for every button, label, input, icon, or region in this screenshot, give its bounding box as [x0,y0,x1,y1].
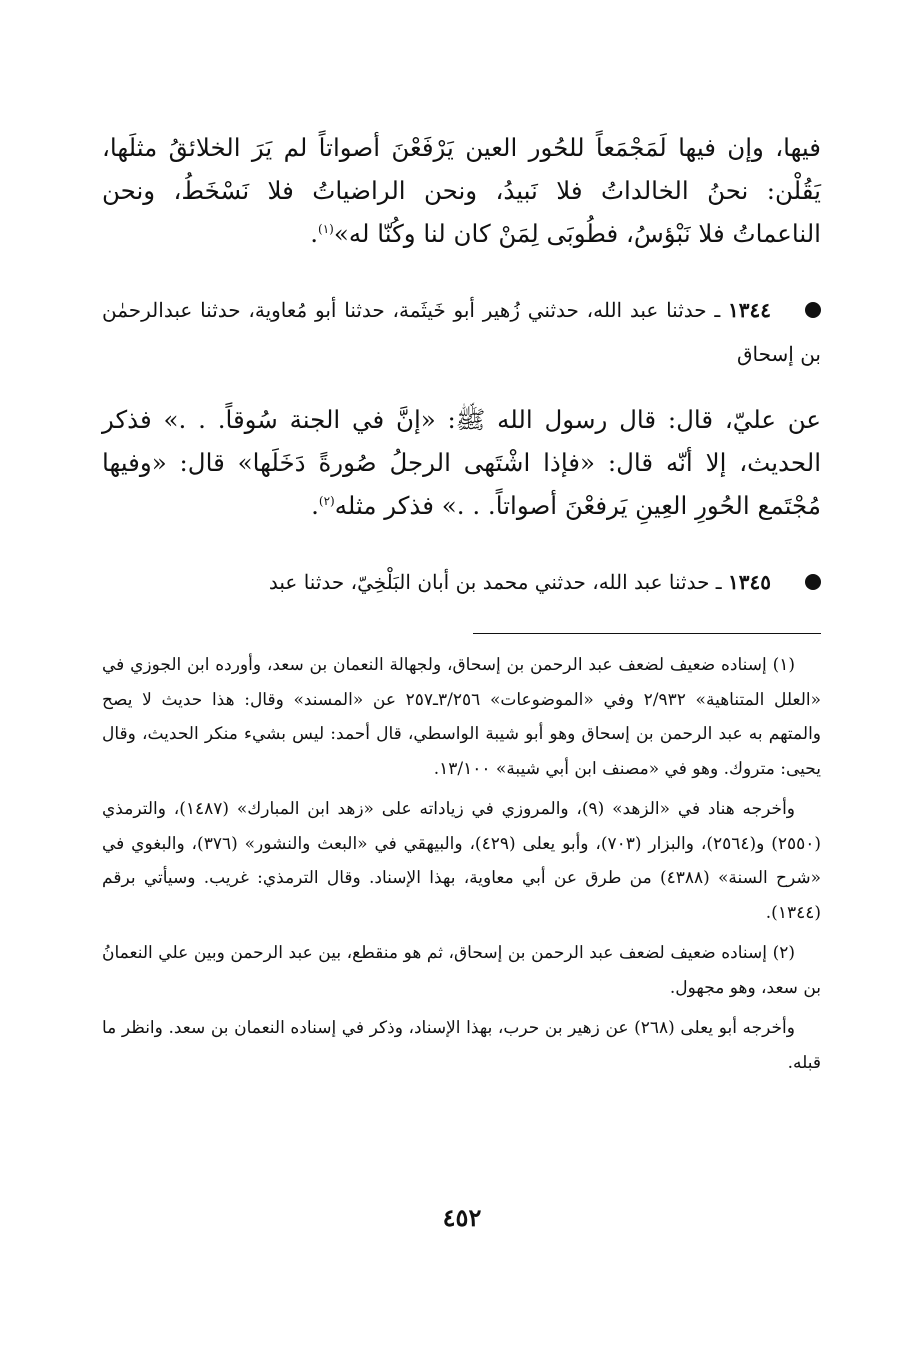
hadith-1344-matn-paragraph: عن عليّ، قال: قال رسول الله ﷺ: «إنَّ في الجنة سُوقاً. . .» فذكر الحديث، إلا أنّه قال: «فإذا اشْتَهى الرجلُ صُورةً دَخَلَها» قال: «وفيها مُجْتَمع الحُورِ العِينِ يَرفعْنَ أصواتاً. . .» فذكر مثله$^{(٢)}$. [102,405,821,520]
bullet-icon [805,302,821,318]
hadith-number-1345: ١٣٤٥ [728,570,771,594]
hadith-1344-matn: عن عليّ، قال: قال رسول الله ﷺ: «إنَّ في الجنة سُوقاً. . .» فذكر الحديث، إلا أنّه قال: «فإذا اشْتَهى الرجلُ صُورةً دَخَلَها» قال: «وفيها مُجْتَمع الحُورِ العِينِ يَرفعْنَ أصواتاً. . .» فذكر مثله [102,405,821,520]
hadith-1345-isnad: ـ حدثنا عبد الله، حدثني محمد بن أبان البَلْخِيّ، حدثنا عبد [268,570,722,594]
footnote-1: (١) إسناده ضعيف لضعف عبد الرحمن بن إسحاق، ولجهالة النعمان بن سعد، وأورده ابن الجوزي في «العلل المتناهية» ٢/٩٣٢ وفي «الموضوعات» ٣/٢٥٦ـ٢٥٧ عن «المسند» وقال: هذا حديث لا يصح والمتهم به عبد الرحمن بن إسحاق وهو أبو شيبة الواسطي، قال أحمد: ليس بشيء منكر الحديث، وقال يحيى: متروك. وهو في «مصنف ابن أبي شيبة» ١٣/١٠٠. [102,655,822,779]
hadith-1344-isnad-paragraph [102,288,821,376]
footnote-separator [473,633,821,634]
bullet-icon [805,574,821,590]
hadith-number-1344: ١٣٤٤ [728,298,771,322]
footnote-2-continuation: وأخرجه أبو يعلى (٢٦٨) عن زهير بن حرب، بهذا الإسناد، وذكر في إسناده النعمان بن سعد. وانظر ما قبله. [102,1018,821,1073]
hadith-continuation-paragraph: فيها، وإن فيها لَمَجْمَعاً للحُور العين يَرْفَعْنَ أصواتاً لم يَرَ الخلائقُ مثلَها، يَقُلْن: نحنُ الخالداتُ فلا نَبيدُ، ونحن الراضياتُ فلا نَسْخَطُ، ونحن الناعماتُ فلا نَبْؤسُ، فطُوبَى لِمَنْ كان لنا وكُنّا له»$^{(١)}$. [102,133,821,248]
footnote-2: (٢) إسناده ضعيف لضعف عبد الرحمن بن إسحاق، ثم هو منقطع، بين عبد الرحمن وبين علي النعمانُ بن سعد، وهو مجهول. [102,943,821,998]
hadith-continuation-text: فيها، وإن فيها لَمَجْمَعاً للحُور العين يَرْفَعْنَ أصواتاً لم يَرَ الخلائقُ مثلَها، يَقُلْن: نحنُ الخالداتُ فلا نَبيدُ، ونحن الراضياتُ فلا نَسْخَطُ، ونحن الناعماتُ فلا نَبْؤسُ، فطُوبَى لِمَنْ كان لنا وكُنّا له» [102,133,821,248]
hadith-1345-isnad-paragraph [102,560,821,604]
page-number: ٤٥٢ [442,1203,482,1232]
footnote-1-continuation: وأخرجه هناد في «الزهد» (٩)، والمروزي في زياداته على «زهد ابن المبارك» (١٤٨٧)، والترمذي (٢٥٥٠) و(٢٥٦٤)، والبزار (٧٠٣)، وأبو يعلى (٤٢٩)، والبيهقي في «البعث والنشور» (٣٧٦)، والبغوي في «شرح السنة» (٤٣٨٨) من طرق عن أبي معاوية، بهذا الإسناد. وقال الترمذي: غريب. وسيأتي برقم (١٣٤٤). [102,799,822,923]
footnote-ref-2: (٢) [318,493,335,508]
hadith-1344-isnad: ـ حدثنا عبد الله، حدثني زُهير أبو خَيثَمة، حدثنا أبو مُعاوية، حدثنا عبدالرحمٰن بن إسحاق [102,298,821,366]
footnote-ref-1: (١) [318,221,334,236]
footnotes [102,648,821,1086]
